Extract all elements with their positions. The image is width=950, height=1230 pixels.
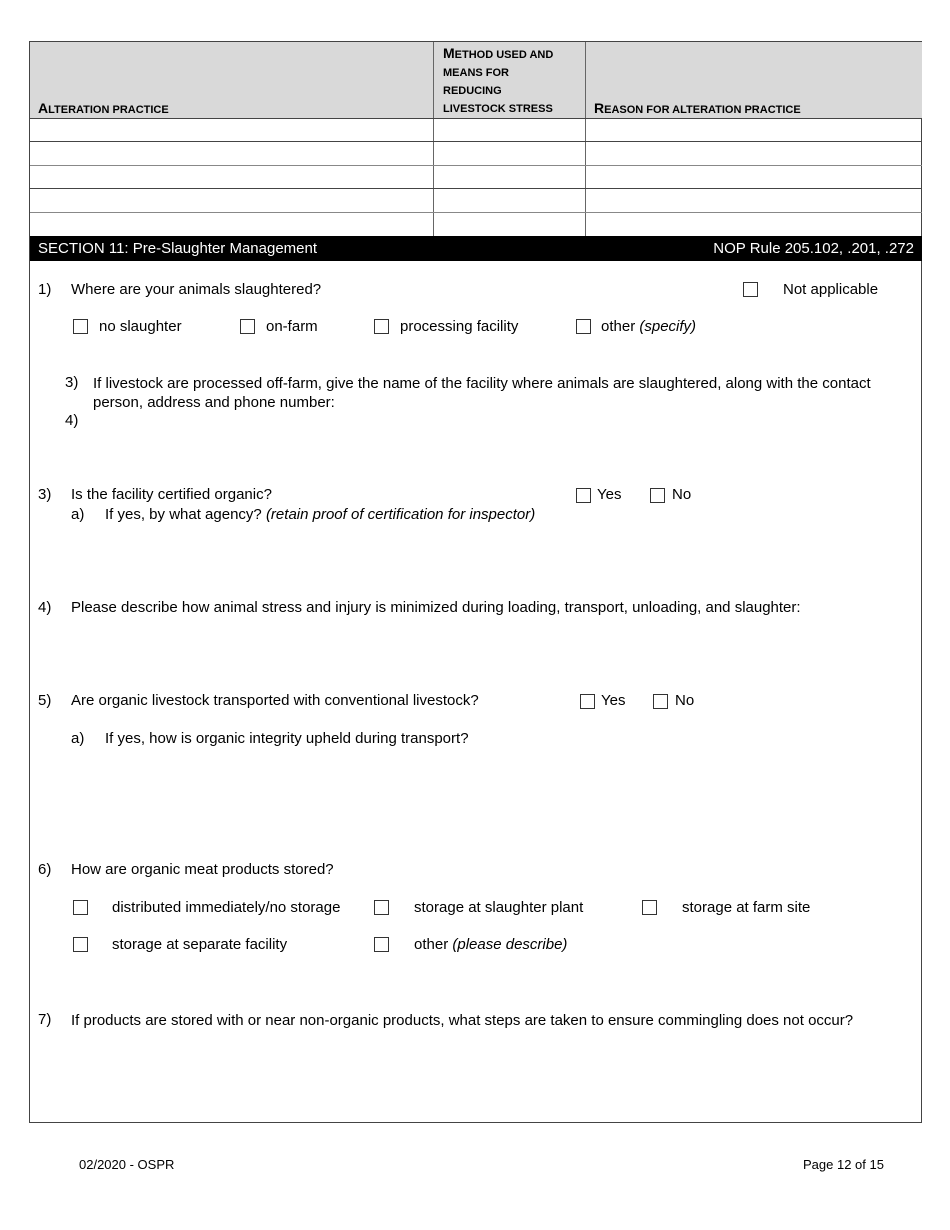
table-row-line [30, 141, 922, 142]
table-divider [433, 42, 434, 236]
question-text: How are organic meat products stored? [71, 861, 334, 878]
sub-question-number: a) [71, 730, 85, 747]
not-applicable-label: Not applicable [783, 281, 879, 298]
on-farm-label: on-farm [266, 318, 318, 335]
transport-yes-checkbox[interactable] [580, 694, 595, 709]
slaughter-plant-label: storage at slaughter plant [414, 899, 584, 916]
slaughter-plant-checkbox[interactable] [374, 900, 389, 915]
not-applicable-checkbox[interactable] [743, 282, 758, 297]
storage-other-checkbox[interactable] [374, 937, 389, 952]
header-reason: REASON FOR ALTERATION PRACTICE [594, 100, 801, 116]
certified-yes-checkbox[interactable] [576, 488, 591, 503]
other-checkbox[interactable] [576, 319, 591, 334]
no-label: No [675, 692, 695, 709]
no-slaughter-label: no slaughter [99, 318, 182, 335]
distributed-immediately-checkbox[interactable] [73, 900, 88, 915]
question-number: 1) [38, 281, 52, 298]
question-text: If livestock are processed off-farm, give the name of the facility where animals are slaughtered, along with the contact person, address and phone number: [93, 375, 871, 411]
on-farm-checkbox[interactable] [240, 319, 255, 334]
question-number: 5) [38, 692, 52, 709]
footer-form-version: 02/2020 - OSPR [79, 1157, 175, 1172]
form-frame [29, 41, 922, 1123]
no-slaughter-checkbox[interactable] [73, 319, 88, 334]
question-text: If products are stored with or near non-organic products, what steps are taken to ensure commingling does not occur? [71, 1012, 854, 1029]
processing-facility-label: processing facility [400, 318, 519, 335]
processing-facility-checkbox[interactable] [374, 319, 389, 334]
table-row-line [30, 188, 922, 189]
certified-no-checkbox[interactable] [650, 488, 665, 503]
sub-question-number: a) [71, 506, 85, 523]
separate-facility-label: storage at separate facility [112, 936, 288, 953]
sub-question-text: If yes, how is organic integrity upheld during transport? [105, 730, 469, 747]
no-label: No [672, 486, 692, 503]
sub-question-text: If yes, by what agency? (retain proof of certification for inspector) [105, 506, 536, 523]
footer-page-number: Page 12 of 15 [803, 1157, 884, 1172]
question-number: 6) [38, 861, 52, 878]
storage-other-label: other (please describe) [414, 936, 568, 953]
header-alteration-practice: ALTERATION PRACTICE [38, 100, 169, 116]
section-rule-reference: NOP Rule 205.102, .201, .272 [713, 240, 914, 257]
question-number: 7) [38, 1011, 52, 1028]
farm-site-label: storage at farm site [682, 899, 811, 916]
other-label: other (specify) [601, 318, 697, 335]
farm-site-checkbox[interactable] [642, 900, 657, 915]
transport-no-checkbox[interactable] [653, 694, 668, 709]
section-title: SECTION 11: Pre-Slaughter Management [38, 240, 318, 257]
separate-facility-checkbox[interactable] [73, 937, 88, 952]
header-method-used: METHOD USED AND MEANS FOR REDUCING LIVESTOCK STRESS [443, 45, 554, 115]
question-number: 3) [65, 374, 79, 391]
question-text: Where are your animals slaughtered? [71, 281, 322, 298]
section-header-bar [30, 236, 922, 261]
question-text: Are organic livestock transported with conventional livestock? [71, 692, 479, 709]
distributed-immediately-label: distributed immediately/no storage [112, 899, 341, 916]
table-row-line [30, 165, 922, 166]
question-text: Is the facility certified organic? [71, 486, 272, 503]
yes-label: Yes [601, 692, 626, 709]
yes-label: Yes [597, 486, 622, 503]
question-number: 4) [65, 412, 79, 429]
table-row-line [30, 212, 922, 213]
table-divider [585, 42, 586, 236]
question-text: Please describe how animal stress and injury is minimized during loading, transport, unloading, and slaughter: [71, 599, 801, 616]
question-number: 3) [38, 486, 52, 503]
table-row-line [30, 118, 922, 119]
question-number: 4) [38, 599, 52, 616]
